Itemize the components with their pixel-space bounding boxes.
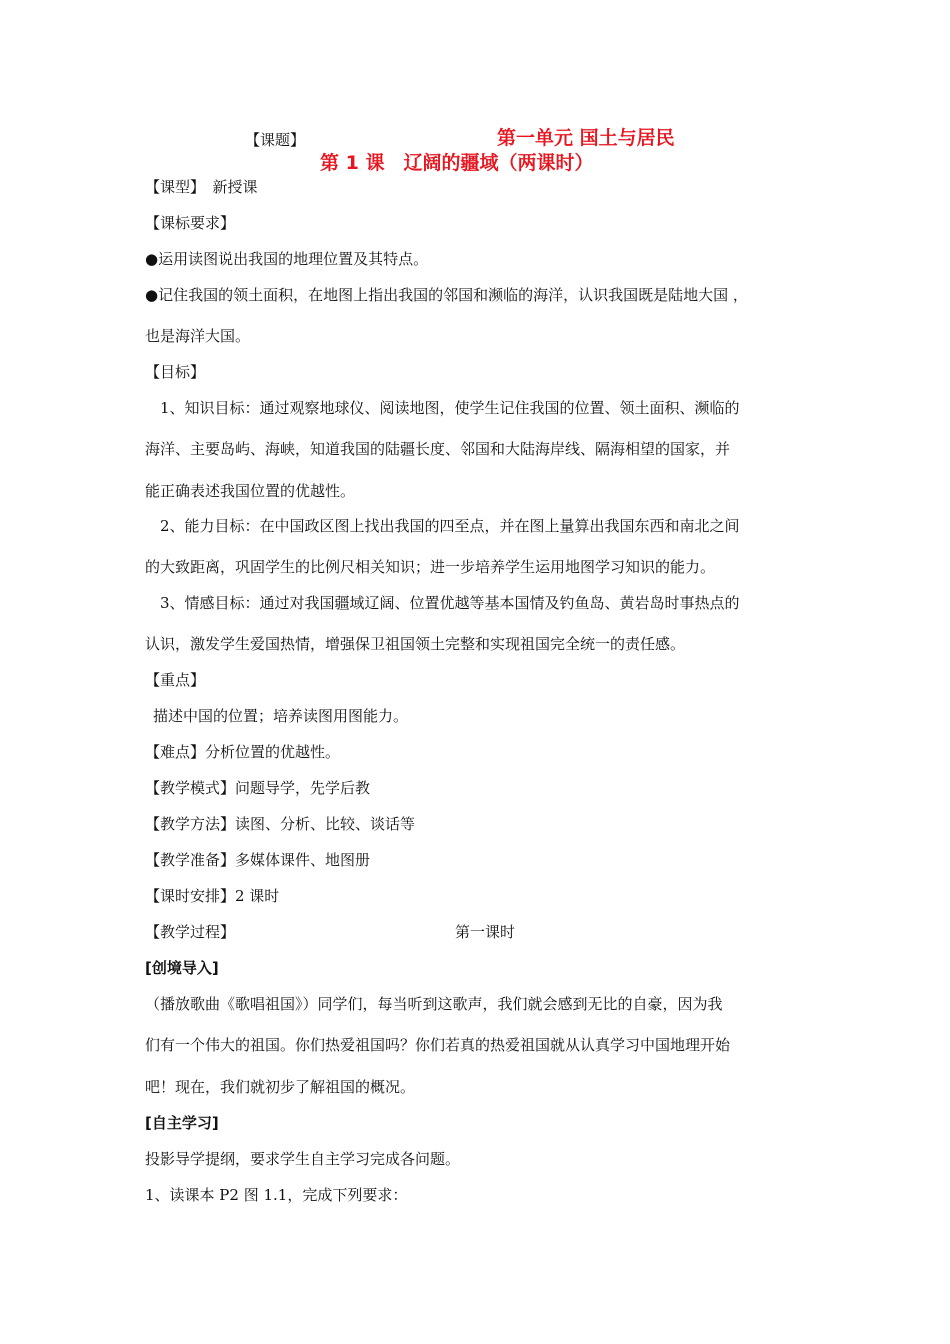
teaching-mode: 【教学模式】问题导学，先学后教	[145, 779, 371, 797]
schedule: 【课时安排】2 课时	[145, 887, 280, 905]
self-study-line-2: 1、读课本 P2 图 1.1，完成下列要求：	[145, 1186, 408, 1204]
self-study-heading: [自主学习]	[145, 1114, 219, 1132]
teaching-method: 【教学方法】读图、分析、比较、谈话等	[145, 815, 416, 833]
self-study-line-1: 投影导学提纲，要求学生自主学习完成各问题。	[145, 1150, 461, 1168]
teaching-prep: 【教学准备】多媒体课件、地图册	[145, 851, 371, 869]
standards-item-2-line-1: ●记住我国的领土面积，在地图上指出我国的邻国和濒临的海洋，认识我国既是陆地大国 ，	[145, 286, 748, 304]
intro-line-2: 们有一个伟大的祖国。你们热爱祖国吗？你们若真的热爱祖国就从认真学习中国地理开始	[145, 1036, 731, 1054]
standards-item-2-line-2: 也是海洋大国。	[145, 327, 251, 345]
lesson-type: 【课型】 新授课	[145, 178, 258, 196]
standards-item-1: ●运用读图说出我国的地理位置及其特点。	[145, 250, 429, 268]
process-period: 第一课时	[455, 923, 516, 941]
goal-1-line-3: 能正确表述我国位置的优越性。	[145, 482, 356, 500]
goal-3-line-1: 3、情感目标：通过对我国疆域辽阔、位置优越等基本国情及钓鱼岛、黄岩岛时事热点的	[160, 594, 740, 612]
standards-heading: 【课标要求】	[145, 214, 236, 232]
intro-heading: [创境导入]	[145, 959, 219, 977]
goal-1-line-1: 1、知识目标：通过观察地球仪、阅读地图，使学生记住我国的位置、领土面积、濒临的	[160, 399, 740, 417]
intro-line-1: （播放歌曲《歌唱祖国》）同学们，每当听到这歌声，我们就会感到无比的自豪，因为我	[145, 995, 723, 1013]
goal-1-line-2: 海洋、主要岛屿、海峡，知道我国的陆疆长度、邻国和大陆海岸线、隔海相望的国家，并	[145, 440, 731, 458]
goals-heading: 【目标】	[145, 363, 206, 381]
goal-3-line-2: 认识，激发学生爱国热情，增强保卫祖国领土完整和实现祖国完全统一的责任感。	[145, 635, 686, 653]
intro-line-3: 吧！现在，我们就初步了解祖国的概况。	[145, 1078, 416, 1096]
key-points-heading: 【重点】	[145, 671, 206, 689]
key-points-text: 描述中国的位置；培养读图用图能力。	[153, 707, 409, 725]
difficulty: 【难点】分析位置的优越性。	[145, 743, 341, 761]
unit-title: 第一单元 国土与居民	[497, 127, 675, 149]
process-heading: 【教学过程】	[145, 923, 236, 941]
goal-2-line-1: 2、能力目标：在中国政区图上找出我国的四至点，并在图上量算出我国东西和南北之间	[160, 517, 740, 535]
goal-2-line-2: 的大致距离，巩固学生的比例尺相关知识；进一步培养学生运用地图学习知识的能力。	[145, 558, 716, 576]
topic-label: 【课题】	[245, 131, 306, 149]
lesson-title: 第 1 课 辽阔的疆域（两课时）	[320, 152, 594, 174]
